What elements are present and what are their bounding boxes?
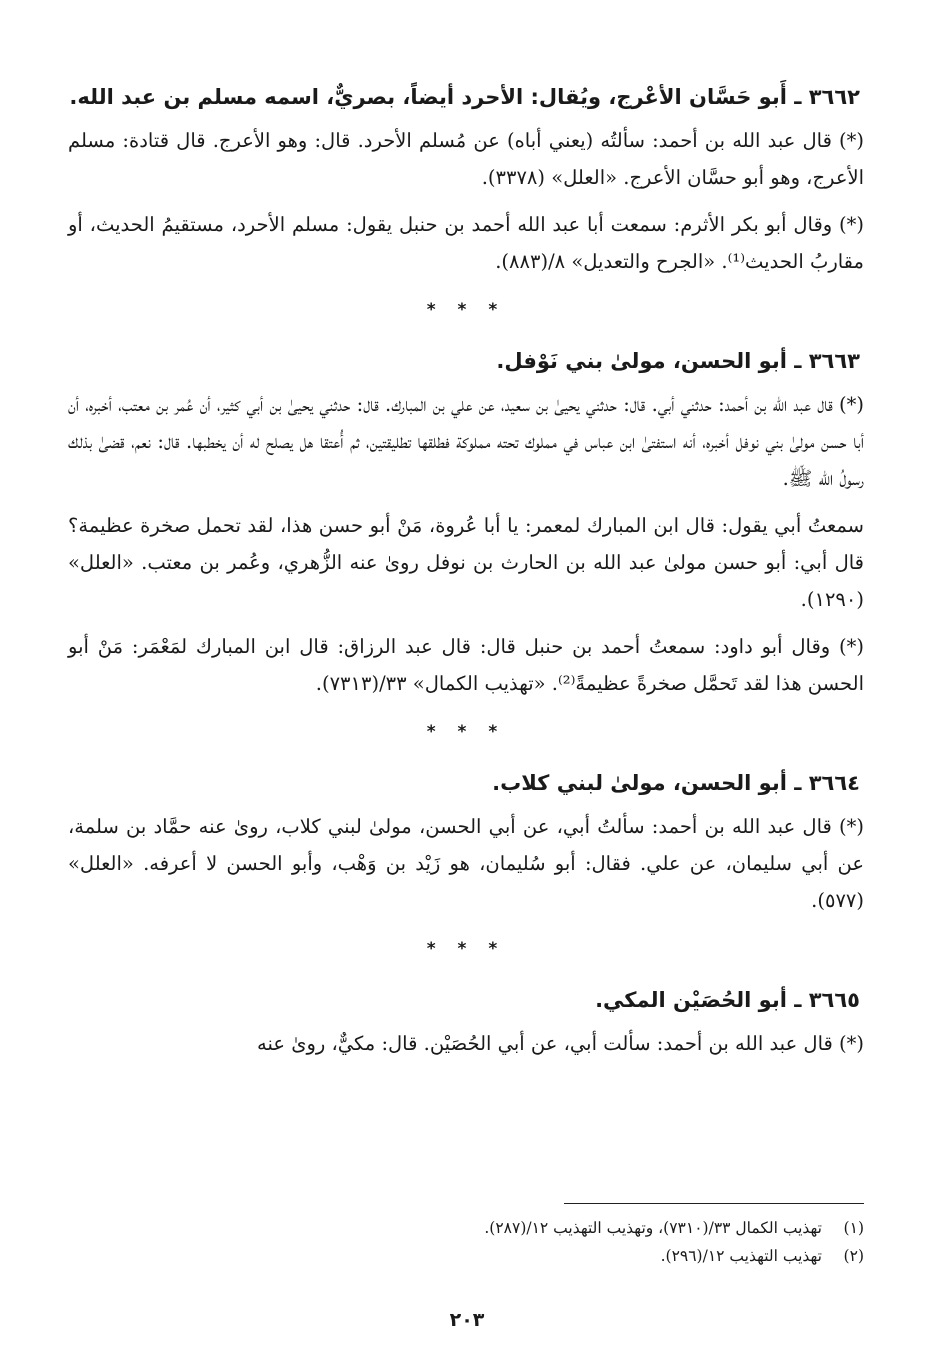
footnote-number: (١) (843, 1219, 864, 1237)
entry-3663 (68, 344, 864, 702)
page-number: ٢٠٣ (449, 1309, 485, 1331)
entry-paragraph: (*) قال عبد الله بن أحمد: سألت أبي، عن أبي الحُصَيْن. قال: مكيٌّ، روىٰ عنه (257, 1032, 864, 1055)
entry-heading: ٣٦٦٣ ـ أبو الحسن، مولىٰ بني نَوْفل. (496, 349, 860, 373)
footnote-text: تهذيب الكمال ٣٣/(٧٣١٠)، وتهذيب التهذيب ١٢/(٢٨٧). (484, 1219, 822, 1237)
entry-heading: ٣٦٦٢ ـ أَبو حَسَّان الأعْرج، ويُقال: الأحرد أيضاً، بصريٌّ، اسمه مسلم بن عبد الله. (69, 85, 860, 109)
entry-3664 (68, 766, 864, 919)
section-separator: * * * (426, 722, 506, 742)
section-separator: * * * (426, 939, 506, 959)
entry-paragraph: (*) قال عبد الله بن أحمد: حدثني أبي. قال: حدثني يحيىٰ بن سعيد، عن علي بن المبارك. قال: حدثني يحيىٰ بن أبي كثير، أن عُمر بن معتب، أخبره، أن أبا حسن مولىٰ بني نوفل أخبره، أنه استفتىٰ ابن عباس في مملوك تحته مملوكة فطلقها تطليقتين، ثم أُعتقا هل يصلح له أن يخطبها. قال: نعم، قضىٰ بذلك رسولُ الله ﷺ. (68, 393, 864, 490)
entry-paragraph: (*) قال عبد الله بن أحمد: سألتُه (يعني أباه) عن مُسلم الأحرد. قال: وهو الأعرج. قال قتادة: مسلم الأعرج، وهو أبو حسَّان الأعرج. «العلل» (٣٣٧٨). (68, 129, 864, 189)
footnotes (68, 1214, 864, 1270)
entry-3662 (68, 80, 864, 280)
entry-paragraph: سمعتُ أبي يقول: قال ابن المبارك لمعمر: يا أبا عُروة، مَنْ أبو حسن هذا، لقد تحمل صخرة عظيمة؟ قال أبي: أبو حسن مولىٰ عبد الله بن الحارث بن نوفل روىٰ عنه الزُّهري، وعُمر بن معتب. «العلل» (١٢٩٠). (68, 514, 864, 611)
entry-paragraph: (*) وقال أبو بكر الأثرم: سمعت أبا عبد الله أحمد بن حنبل يقول: مسلم الأحرد، مستقيمُ الحديث، أو مقاربُ الحديث⁽¹⁾. «الجرح والتعديل» ٨/(٨٨٣). (68, 213, 864, 273)
footnote-divider (564, 1203, 864, 1204)
footnote-text: تهذيب التهذيب ١٢/(٢٩٦). (660, 1247, 822, 1265)
entry-heading: ٣٦٦٤ ـ أبو الحسن، مولىٰ لبني كلاب. (492, 771, 860, 795)
entry-paragraph: (*) وقال أبو داود: سمعتُ أحمد بن حنبل قال: قال عبد الرزاق: قال ابن المبارك لمَعْمَر: مَنْ أبو الحسن هذا لقد تَحمَّل صخرةً عظيمةً⁽²⁾. «تهذيب الكمال» ٣٣/(٧٣١٣). (68, 635, 864, 695)
footnote-1 (68, 1214, 864, 1242)
footnote-number: (٢) (843, 1247, 864, 1265)
entry-3665 (68, 983, 864, 1062)
entry-paragraph: (*) قال عبد الله بن أحمد: سألتُ أبي، عن أبي الحسن، مولىٰ لبني كلاب، روىٰ عنه حمَّاد بن سلمة، عن أبي سليمان، عن علي. فقال: أبو سُليمان، هو زَيْد بن وَهْب، وأبو الحسن لا أعرفه. «العلل» (٥٧٧). (68, 815, 864, 912)
section-separator: * * * (426, 300, 506, 320)
entry-heading: ٣٦٦٥ ـ أبو الحُصَيْن المكي. (595, 988, 860, 1012)
page-body (68, 80, 864, 1072)
footnote-2 (68, 1242, 864, 1270)
